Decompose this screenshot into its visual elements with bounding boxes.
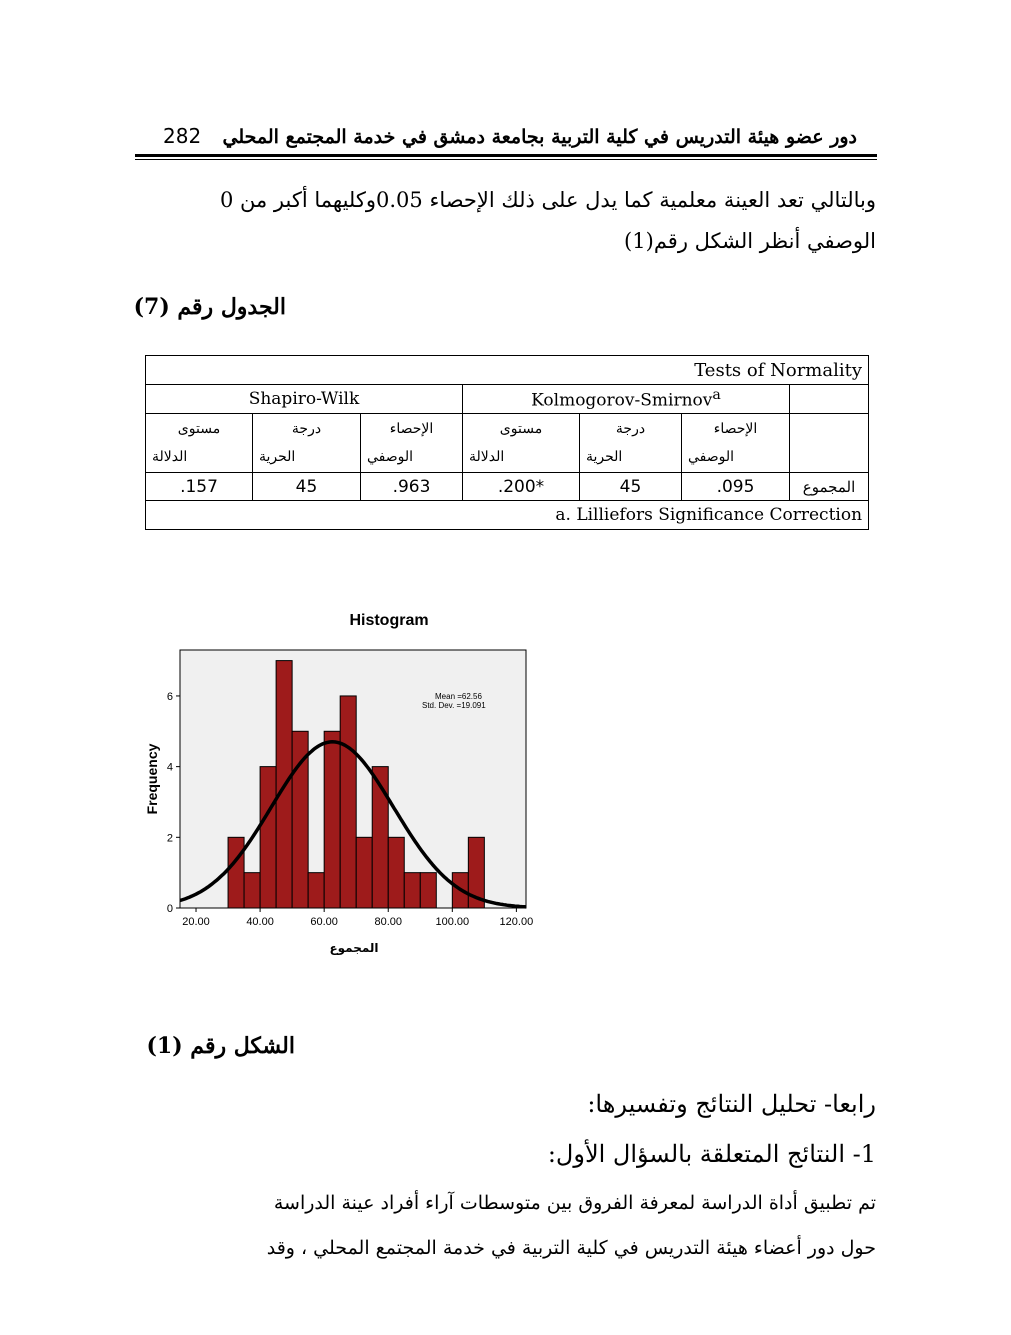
col-header-text: الدلالة <box>152 449 188 465</box>
annotation-sd: Std. Dev. =19.091 <box>422 701 486 710</box>
col-header-text: الحرية <box>259 449 296 465</box>
header-rule-thin <box>135 159 877 160</box>
x-axis-label: المجموع <box>329 941 379 955</box>
histogram-bar <box>356 837 372 908</box>
histogram-figure <box>140 605 540 965</box>
page-number: 282 <box>163 124 202 148</box>
cell-ks-df: 45 <box>580 473 682 501</box>
table-title: Tests of Normality <box>146 356 869 385</box>
col-header-text: درجة <box>615 421 646 437</box>
y-tick-label: 2 <box>166 832 173 845</box>
y-tick-label: 0 <box>166 903 173 915</box>
paragraph2-line1: تم تطبيق أداة الدراسة لمعرفة الفروق بين متوسطات آراء أفراد عينة الدراسة <box>273 1192 876 1214</box>
cell-ks-stat: .095 <box>682 473 790 501</box>
subsection-heading: 1- النتائج المتعلقة بالسؤال الأول: <box>547 1140 876 1168</box>
group-kolmogorov-smirnov <box>463 385 790 414</box>
figure-caption: الشكل رقم (1) <box>146 1033 295 1059</box>
col-header-text: الوصفي <box>367 449 414 465</box>
col-header-ks-df <box>580 414 682 473</box>
histogram-bar <box>244 873 260 908</box>
histogram-bar <box>388 837 404 908</box>
group-empty-cell <box>790 385 869 414</box>
running-head <box>135 118 877 166</box>
group-shapiro-wilk: Shapiro-Wilk <box>146 385 463 414</box>
histogram-bar <box>228 837 244 908</box>
paragraph1-line1: وبالتالي تعد العينة معلمية كما يدل على ذلك الإحصاء 0.05وكليهما أكبر من 0 <box>219 188 876 212</box>
col-header-sw-sig <box>146 414 253 473</box>
cell-sw-stat: .963 <box>361 473 463 501</box>
paragraph1-line2: الوصفي أنظر الشكل رقم(1) <box>624 229 876 253</box>
x-tick-label: 120.00 <box>499 916 534 928</box>
table-caption: الجدول رقم (7) <box>133 294 286 320</box>
col-header-ks-sig <box>463 414 580 473</box>
x-tick-label: 80.00 <box>374 916 403 928</box>
table-row <box>146 473 869 501</box>
cell-ks-sig: .200* <box>463 473 580 501</box>
col-header-text: الدلالة <box>469 449 505 465</box>
group-ks-label: Kolmogorov-Smirnov <box>531 390 713 411</box>
col-header-text: الإحصاء <box>713 421 758 437</box>
col-header-ks-stat <box>682 414 790 473</box>
col-header-text: الإحصاء <box>389 421 434 437</box>
col-header-sw-stat <box>361 414 463 473</box>
normality-table <box>145 355 869 530</box>
paragraph2-line2: حول دور أعضاء هيئة التدريس في كلية التربية في خدمة المجتمع المحلي ، وقد <box>266 1237 876 1259</box>
col-header-text: الحرية <box>586 449 623 465</box>
row-label: المجموع <box>790 473 869 501</box>
col-header-text: مستوى <box>499 421 543 437</box>
histogram-bar <box>260 767 276 908</box>
histogram-bar <box>324 731 340 908</box>
col-header-sw-df <box>253 414 361 473</box>
histogram-bar <box>404 873 420 908</box>
col-header-text: الوصفي <box>688 449 735 465</box>
x-tick-label: 60.00 <box>310 916 338 928</box>
x-tick-label: 20.00 <box>182 916 210 928</box>
histogram-bar <box>420 873 436 908</box>
y-axis-label: Frequency <box>144 743 160 815</box>
section-heading: رابعا- تحليل النتائج وتفسيرها: <box>587 1090 876 1118</box>
histogram-chart <box>140 605 540 965</box>
col-header-text: درجة <box>291 421 322 437</box>
annotation-mean: Mean =62.56 <box>435 692 482 701</box>
cell-sw-sig: .157 <box>146 473 253 501</box>
histogram-bar <box>340 696 356 908</box>
table-footnote: a. Lilliefors Significance Correction <box>146 501 869 530</box>
x-tick-label: 100.00 <box>435 916 470 928</box>
group-ks-superscript: a <box>712 387 721 404</box>
header-rule-thick <box>135 154 877 157</box>
y-tick-label: 6 <box>166 690 173 703</box>
y-tick-label: 4 <box>166 761 173 774</box>
x-tick-label: 40.00 <box>246 916 274 928</box>
col-header-text: مستوى <box>177 421 221 437</box>
running-title: دور عضو هيئة التدريس في كلية التربية بجامعة دمشق في خدمة المجتمع المحلي <box>222 126 857 148</box>
col-header-empty <box>790 414 869 473</box>
histogram-bar <box>308 873 324 908</box>
cell-sw-df: 45 <box>253 473 361 501</box>
chart-title: Histogram <box>349 612 429 629</box>
